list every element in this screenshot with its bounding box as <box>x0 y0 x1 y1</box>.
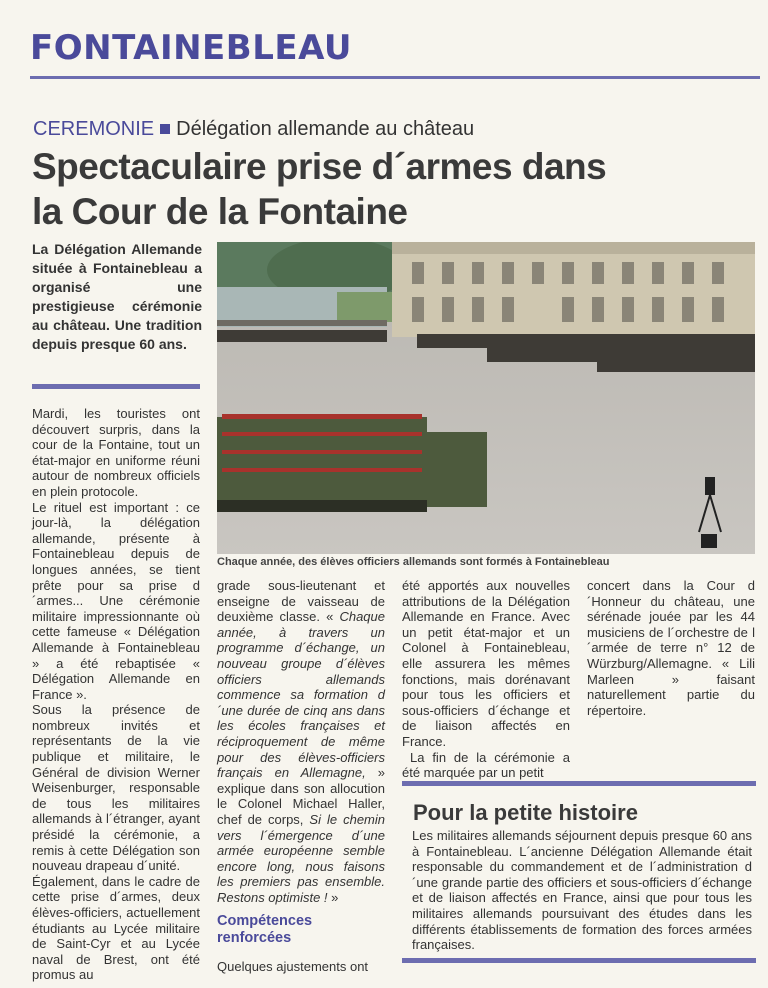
headline <box>32 144 606 234</box>
column-4 <box>587 578 755 718</box>
col4-paragraph: concert dans la Cour d´Honneur du château, une sérénade jouée par les 44 musiciens de l´orchestre de l´armée de terre n° 12 de Würzburg/Allemagne. « Lili Marleen » faisant naturellement partie du répertoire. <box>587 578 755 718</box>
col2-quote: Chaque année, à travers un programme d´échange, un nouveau groupe d´élèves officiers allemands commence sa formation d´une durée de cinq ans dans les écoles françaises et réciproquement de même pour des élèves-officiers français en Allemagne, <box>217 609 385 781</box>
kicker-topic: Délégation allemande au château <box>176 118 475 140</box>
kicker-square-icon <box>160 124 170 134</box>
col1-paragraph: Sous la présence de nombreux invités et représentants de la vie publique et militaire, le Général de division Werner Weisenburger, responsable de tous les militaires allemands à l´étranger, ayant présidé la cérémonie, a remis à cette Délégation son nouveau drapeau d´unité. <box>32 702 200 874</box>
headline-line-1: Spectaculaire prise d´armes dans <box>32 146 607 187</box>
col2-text: grade sous-lieutenant et enseigne de vaisseau de deuxième classe. « <box>217 578 385 625</box>
subhead-competences: Compétences renforcées <box>217 913 313 947</box>
lead-paragraph: La Délégation Allemande située à Fontainebleau a organisé une prestigieuse cérémonie au château. Une tradition depuis presque 60 ans. <box>32 241 202 352</box>
col2-text: » <box>331 889 339 905</box>
masthead: FONTAINEBLEAU <box>30 28 352 68</box>
kicker <box>33 118 474 141</box>
box-bottom-rule <box>402 958 756 963</box>
box-title: Pour la petite histoire <box>413 800 638 825</box>
column-1 <box>32 406 200 983</box>
col3-paragraph: été apportés aux nouvelles attributions de la Délégation Allemande en France. Avec un petit état-major et un Colonel à Fontainebleau, elle assurera les mêmes fonctions, mais dorénavant pour tous les officiers et sous-officiers d´échange et de liaison affectés en France. <box>402 578 570 749</box>
kicker-category: CEREMONIE <box>33 118 155 140</box>
col2-paragraph <box>217 578 385 905</box>
lead-rule <box>32 384 200 389</box>
box-text: Les militaires allemands séjournent depuis presque 60 ans à Fontainebleau. L´ancienne Délégation Allemande était responsable du commandement et de l´administration d´une grande partie des officiers et sous-officiers d´échange et de liaison affectés en France, ainsi que pour tous les militaires allemands poursuivant des études dans les différents établissements de formation des forces armées françaises. <box>412 828 752 953</box>
col1-paragraph: Le rituel est important : ce jour-là, la délégation allemande, présente à Fontainebleau depuis de longues années, se tient prête pour sa prise d´armes... Une cérémonie militaire impressionnante où cette fameuse « Délégation Allemande à Fontainebleau » a été rebaptisée « Délégation Allemande en France ». <box>32 499 200 702</box>
col1-paragraph: Mardi, les touristes ont découvert surpris, dans la cour de la Fontaine, tout un état-major en uniforme réuni autour de nombreux officiels en plein protocole. <box>32 406 200 499</box>
col1-paragraph: Également, dans le cadre de cette prise d´armes, deux élèves-officiers, actuellement étudiants au Lycée militaire de Saint-Cyr et au Lycée naval de Brest, ont été promus au <box>32 873 200 983</box>
column-3 <box>402 578 570 781</box>
col2-text: » explique dans son allocution le Colonel Michael Haller, chef de corps, <box>217 765 385 827</box>
masthead-rule <box>30 76 760 79</box>
col2-paragraph: Quelques ajustements ont <box>217 959 369 975</box>
col2-quote: Si le chemin vers l´émergence d´une armée européenne semble encore long, nous faisons les premiers pas ensemble. Restons optimiste ! <box>217 811 385 905</box>
col3-paragraph: La fin de la cérémonie a été marquée par un petit <box>402 749 570 781</box>
headline-line-2: la Cour de la Fontaine <box>32 191 408 232</box>
photo-caption: Chaque année, des élèves officiers allemands sont formés à Fontainebleau <box>217 556 610 568</box>
box-top-rule <box>402 781 756 786</box>
ceremony-photo <box>217 242 755 554</box>
column-2 <box>217 578 385 975</box>
